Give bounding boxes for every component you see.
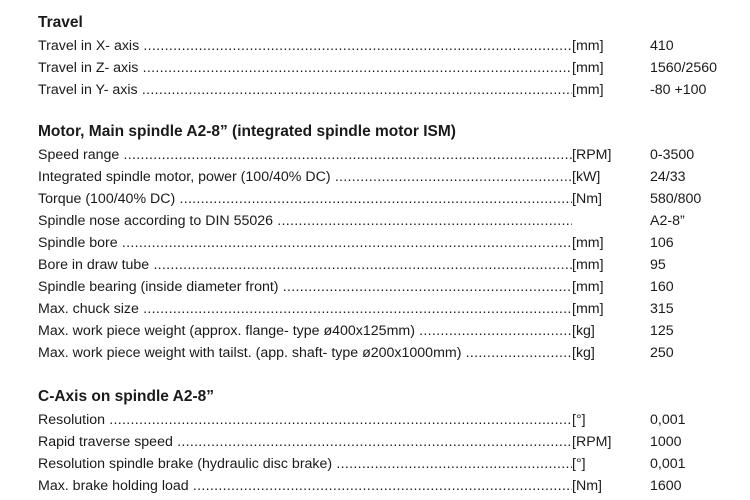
section-title-travel: Travel — [38, 14, 83, 31]
spec-row — [38, 36, 728, 57]
spec-label: Max. work piece weight (approx. flange- type ø400x125mm) ..... — [38, 321, 572, 342]
spec-row — [38, 80, 728, 101]
spec-row — [38, 145, 728, 166]
spec-value: 1600 — [650, 478, 682, 494]
section-title-motor-main-spindle: Motor, Main spindle A2-8” (integrated spindle motor ISM) — [38, 123, 456, 140]
spec-label: Integrated spindle motor, power (100/40% DC) ..... — [38, 167, 572, 188]
spec-label: Spindle nose according to DIN 55026 ..... — [38, 211, 572, 232]
spec-value: 160 — [650, 279, 674, 295]
spec-value: 24/33 — [650, 169, 686, 185]
spec-row — [38, 255, 728, 276]
spec-unit: [mm] — [572, 60, 604, 76]
spec-label: Max. work piece weight with tailst. (app. shaft- type ø200x1000mm) ..... — [38, 343, 572, 364]
spec-label: Max. chuck size ..... — [38, 299, 572, 320]
spec-value: 0,001 — [650, 412, 686, 428]
spec-value: 1000 — [650, 434, 682, 450]
spec-unit: [kW] — [572, 169, 601, 185]
spec-label: Spindle bearing (inside diameter front) ..... — [38, 277, 572, 298]
spec-value: 125 — [650, 323, 674, 339]
spec-unit: [RPM] — [572, 147, 612, 163]
spec-label: Rapid traverse speed ..... — [38, 432, 572, 453]
spec-label: Travel in Y- axis ..... — [38, 80, 572, 101]
spec-row — [38, 277, 728, 298]
spec-row — [38, 211, 728, 232]
spec-label: Bore in draw tube ..... — [38, 255, 572, 276]
spec-label: Resolution ..... — [38, 410, 572, 431]
spec-value: 580/800 — [650, 191, 702, 207]
spec-label: Resolution spindle brake (hydraulic disc brake) ..... — [38, 454, 572, 475]
spec-unit: [kg] — [572, 345, 595, 361]
spec-row — [38, 233, 728, 254]
spec-unit: [Nm] — [572, 478, 602, 494]
spec-unit: [mm] — [572, 301, 604, 317]
spec-value: 106 — [650, 235, 674, 251]
spec-row — [38, 299, 728, 320]
spec-row — [38, 454, 728, 475]
spec-row — [38, 321, 728, 342]
spec-value: 95 — [650, 257, 666, 273]
spec-row — [38, 343, 728, 364]
spec-value: -80 +100 — [650, 82, 707, 98]
spec-value: A2-8” — [650, 213, 685, 229]
spec-unit: [mm] — [572, 38, 604, 54]
spec-label: Spindle bore ..... — [38, 233, 572, 254]
spec-row — [38, 189, 728, 210]
spec-unit: [mm] — [572, 257, 604, 273]
spec-value: 250 — [650, 345, 674, 361]
spec-unit: [RPM] — [572, 434, 612, 450]
spec-unit: [mm] — [572, 82, 604, 98]
spec-label: Speed range ..... — [38, 145, 572, 166]
spec-label: Travel in Z- axis ..... — [38, 58, 572, 79]
spec-value: 315 — [650, 301, 674, 317]
spec-label: Max. brake holding load ..... — [38, 476, 572, 497]
spec-unit: [°] — [572, 412, 586, 428]
spec-row — [38, 476, 728, 497]
spec-value: 410 — [650, 38, 674, 54]
spec-unit: [°] — [572, 456, 586, 472]
spec-unit: [mm] — [572, 279, 604, 295]
spec-label: Torque (100/40% DC) ..... — [38, 189, 572, 210]
spec-row — [38, 432, 728, 453]
spec-label: Travel in X- axis ..... — [38, 36, 572, 57]
spec-row — [38, 58, 728, 79]
spec-row — [38, 410, 728, 431]
spec-value: 0,001 — [650, 456, 686, 472]
spec-row — [38, 167, 728, 188]
spec-value: 1560/2560 — [650, 60, 718, 76]
spec-unit: [mm] — [572, 235, 604, 251]
spec-value: 0-3500 — [650, 147, 695, 163]
section-title-c-axis: C-Axis on spindle A2-8” — [38, 388, 214, 405]
spec-unit: [Nm] — [572, 191, 602, 207]
spec-unit: [kg] — [572, 323, 595, 339]
